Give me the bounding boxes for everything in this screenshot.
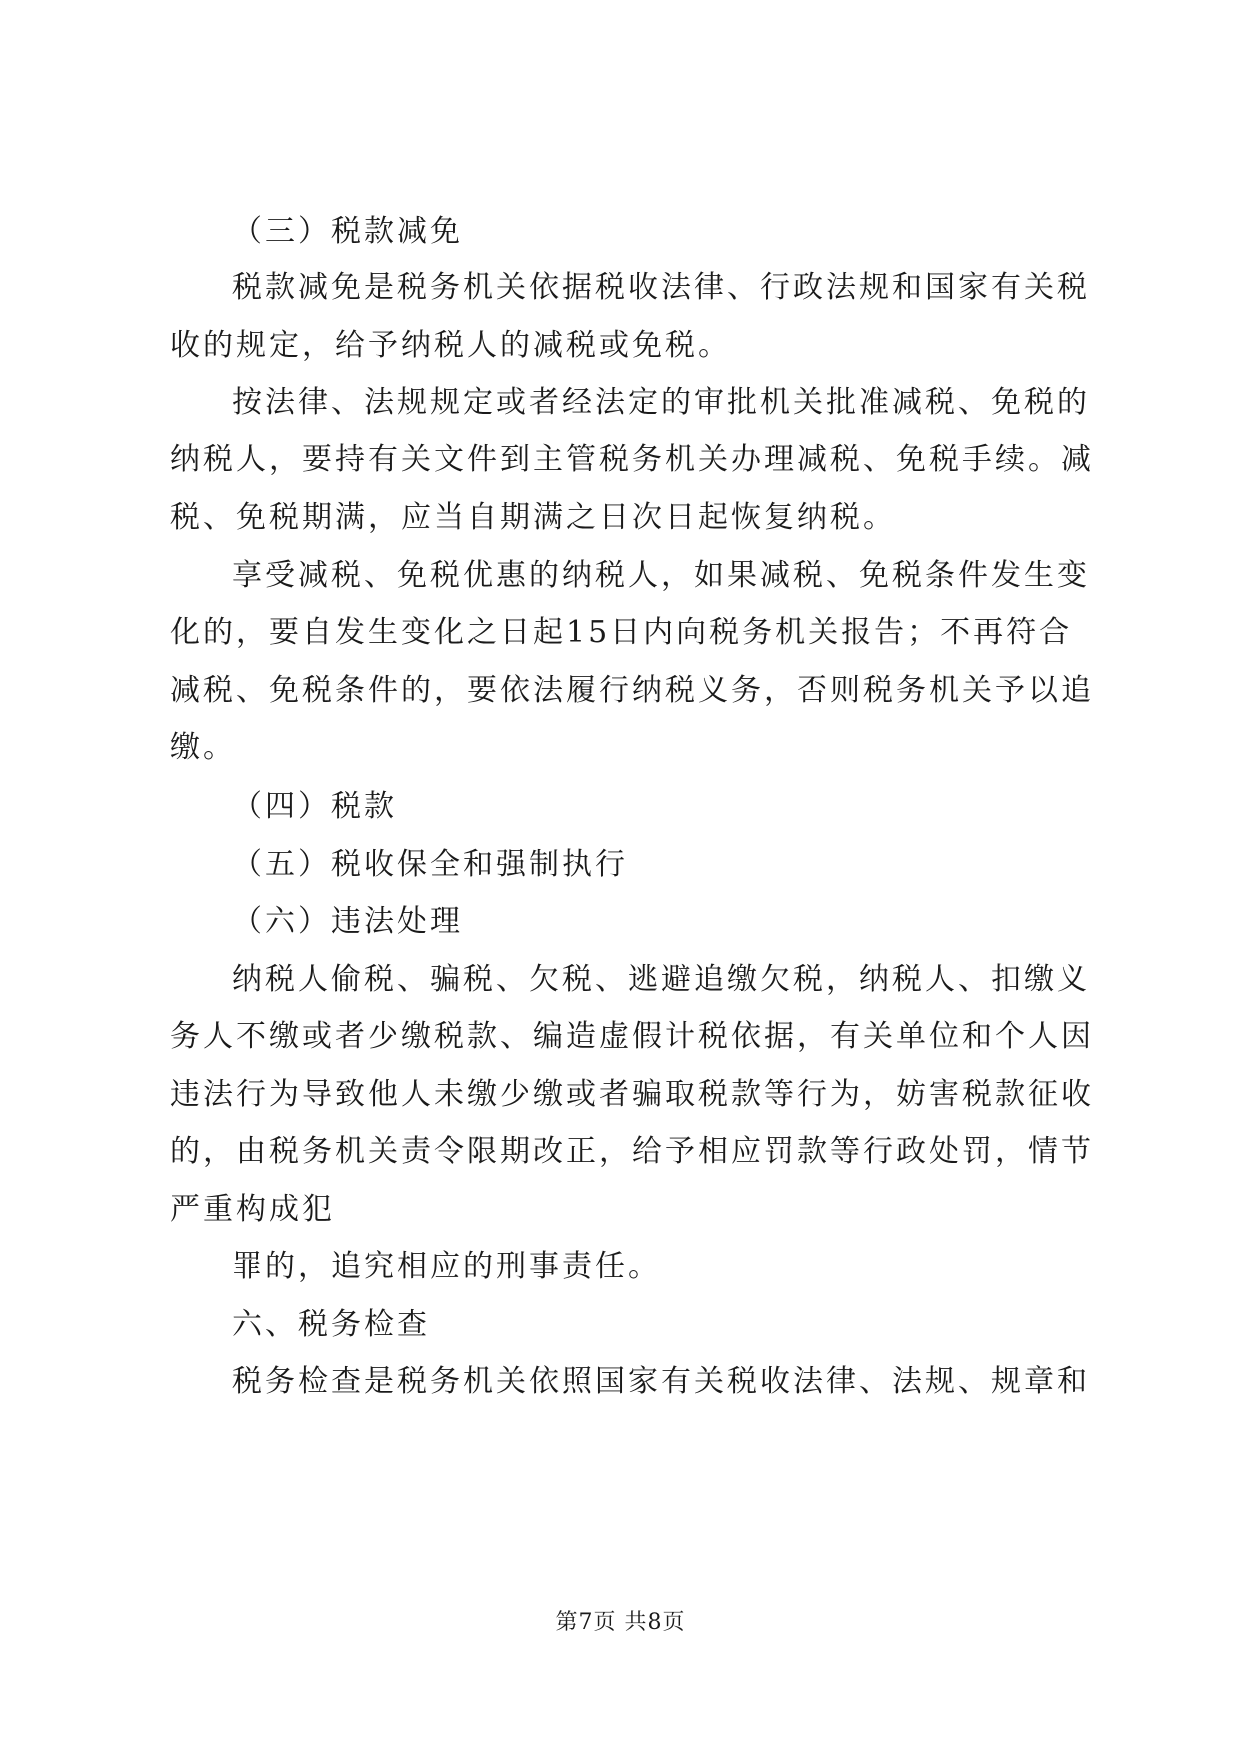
paragraph-line: 纳税人偷税、骗税、欠税、逃避追缴欠税，纳税人、扣缴义 bbox=[232, 962, 1090, 997]
paragraph-line: 的，由税务机关责令限期改正，给予相应罚款等行政处罚，情节 bbox=[170, 1134, 1094, 1169]
paragraph-line: 化的，要自发生变化之日起15日内向税务机关报告；不再符合 bbox=[170, 615, 1073, 650]
paragraph-line: 收的规定，给予纳税人的减税或免税。 bbox=[170, 328, 731, 363]
section-heading: 六、税务检查 bbox=[232, 1307, 430, 1342]
paragraph-line: 罪的，追究相应的刑事责任。 bbox=[232, 1249, 661, 1284]
section-heading: （四）税款 bbox=[232, 789, 397, 824]
paragraph-line: 减税、免税条件的，要依法履行纳税义务，否则税务机关予以追 bbox=[170, 673, 1094, 708]
paragraph-line: 税务检查是税务机关依照国家有关税收法律、法规、规章和 bbox=[232, 1364, 1090, 1399]
section-heading: （三）税款减免 bbox=[232, 214, 463, 249]
page-number-footer: 第7页 共8页 bbox=[555, 1610, 686, 1635]
paragraph-line: 享受减税、免税优惠的纳税人，如果减税、免税条件发生变 bbox=[232, 558, 1090, 593]
paragraph-line: 税款减免是税务机关依据税收法律、行政法规和国家有关税 bbox=[232, 270, 1090, 305]
section-heading: （五）税收保全和强制执行 bbox=[232, 847, 628, 882]
paragraph-line: 按法律、法规规定或者经法定的审批机关批准减税、免税的 bbox=[232, 385, 1090, 420]
paragraph-line: 纳税人，要持有关文件到主管税务机关办理减税、免税手续。减 bbox=[170, 442, 1094, 477]
paragraph-line: 违法行为导致他人未缴少缴或者骗取税款等行为，妨害税款征收 bbox=[170, 1077, 1094, 1112]
paragraph-line: 务人不缴或者少缴税款、编造虚假计税依据，有关单位和个人因 bbox=[170, 1019, 1094, 1054]
paragraph-line: 税、免税期满，应当自期满之日次日起恢复纳税。 bbox=[170, 500, 896, 535]
paragraph-line: 缴。 bbox=[170, 730, 236, 765]
section-heading: （六）违法处理 bbox=[232, 904, 463, 939]
paragraph-line: 严重构成犯 bbox=[170, 1192, 335, 1227]
